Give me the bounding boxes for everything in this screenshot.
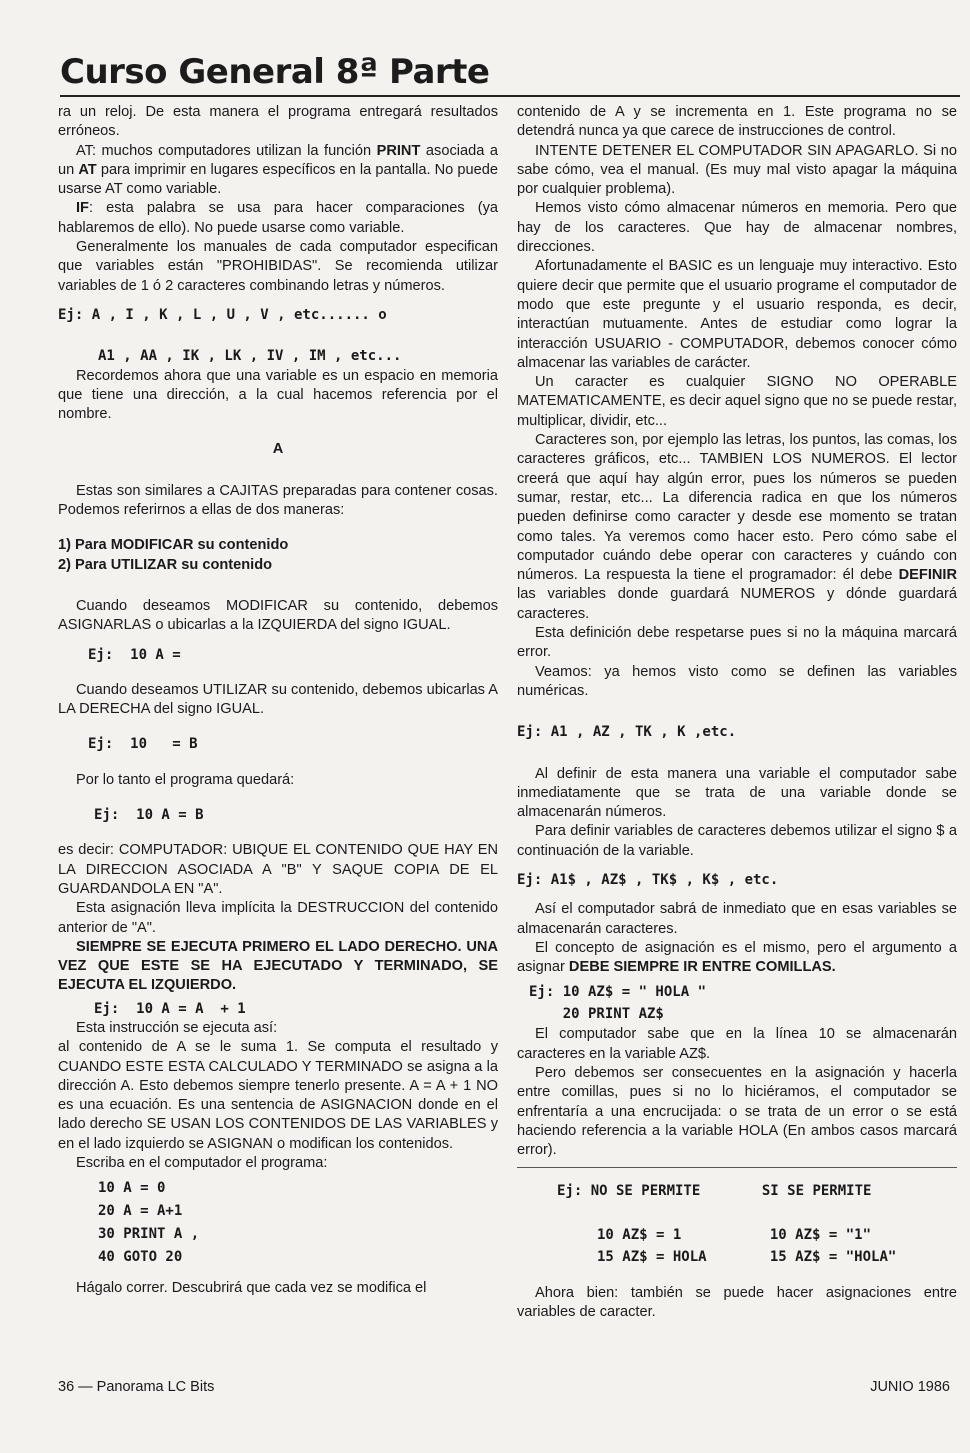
comparison-heading: Ej: NO SE PERMITE [557,1182,701,1199]
paragraph: Esta definición debe respetarse pues si no la máquina marcará error. [517,625,957,661]
section-heading: A [272,441,284,458]
footer-page-number: 36 — Panorama LC Bits [58,1379,215,1395]
paragraph: Pero debemos ser consecuentes en la asignación y hacerla entre comillas, pues si no lo hiciéramos, el computador se enfrentaría a una encrucijada: o se trata de un error o se está haciendo referencia a la variable HOLA (En ambos casos marcará error). [517,1065,957,1159]
list-item: 2) Para UTILIZAR su contenido [58,556,273,573]
right-column [517,103,957,1322]
paragraph: ra un reloj. De esta manera el programa entregará resultados erróneos. [58,104,498,140]
left-column [58,103,498,1299]
paragraph: Cuando deseamos MODIFICAR su contenido, debemos ASIGNARLAS o ubicarlas a la IZQUIERDA del signo IGUAL. [58,597,498,634]
code-example: A1 , AA , IK , LK , IV , IM , etc... [98,348,402,365]
comparison-allowed [762,1180,957,1268]
paragraph: Esta asignación lleva implícita la DESTRUCCION del contenido anterior de "A". [58,900,498,936]
paragraph: Esta instrucción se ejecuta así: [76,1019,278,1036]
paragraph: Un caracter es cualquier SIGNO NO OPERABLE MATEMATICAMENTE, es decir aquel signo que no se puede restar, multiplicar, dividir, etc... [517,374,957,429]
code-example: Ej: A , I , K , L , U , V , etc...... o [58,306,387,323]
comparison-table [517,1180,957,1268]
paragraph-at: AT: muchos computadores utilizan la función PRINT asociada a un AT para imprimir en lugares específicos en la pantalla. No puede usarse AT como variable. [58,142,498,198]
divider [517,1167,957,1168]
emphasis-paragraph: SIEMPRE SE EJECUTA PRIMERO EL LADO DERECHO. UNA VEZ QUE ESTE SE HA EJECUTADO Y TERMINADO, SE EJECUTA EL IZQUIERDO. [58,938,498,994]
paragraph: Así el computador sabrá de inmediato que en esas variables se almacenarán caracteres. [517,901,957,937]
paragraph: Al definir de esta manera una variable el computador sabe inmediatamente que se trata de una variable donde se almacenarán números. [517,765,957,821]
paragraph: al contenido de A se le suma 1. Se computa el resultado y CUANDO ESTE ESTA CALCULADO Y TERMINADO se asigna a la dirección A. Esto debemos siempre tenerlo presente. A = A + 1 NO es una ecuación. Es una sentencia de ASIGNACION donde en el lado derecho SE USAN LOS CONTENIDOS DE LAS VARIABLES y en el lado izquierdo se ASIGNAN o modifican los contenidos. [58,1039,498,1152]
paragraph: Generalmente los manuales de cada computador especifican que variables están "PROHIBIDAS". Se recomienda utilizar variables de 1 ó 2 caracteres combinando letras y números. [58,239,498,294]
program-line: 30 PRINT A , [98,1226,200,1243]
code-example: Ej: 10 A = A + 1 [94,1000,246,1017]
code-example: Ej: 10 AZ$ = " HOLA " [529,984,707,1001]
code-example: Ej: A1 , AZ , TK , K ,etc. [517,724,737,741]
comparison-line: 15 AZ$ = "HOLA" [769,1248,897,1265]
paragraph: Estas son similares a CAJITAS preparadas para contener cosas. Podemos referirnos a ellas de dos maneras: [58,482,498,519]
code-example: Ej: A1$ , AZ$ , TK$ , K$ , etc. [517,871,779,888]
paragraph: El computador sabe que en la línea 10 se almacenarán caracteres en la variable AZ$. [517,1026,957,1062]
paragraph: Por lo tanto el programa quedará: [76,771,295,788]
code-example: Ej: 10 A = [88,646,181,663]
program-listing [58,1177,498,1269]
code-example: Ej: 10 = B [88,736,198,753]
list-item: 1) Para MODIFICAR su contenido [58,537,289,554]
page-title: Curso General 8ª Parte [60,52,490,92]
paragraph: Veamos: ya hemos visto como se definen las variables numéricas. [517,663,957,699]
title-rule [60,95,960,97]
paragraph: Cuando deseamos UTILIZAR su contenido, debemos ubicarlas A LA DERECHA del signo IGUAL. [58,681,498,718]
paragraph: Recordemos ahora que una variable es un espacio en memoria que tiene una dirección, a la cual hacemos referencia por el nombre. [58,367,498,423]
paragraph: es decir: COMPUTADOR: UBIQUE EL CONTENIDO QUE HAY EN LA DIRECCION ASOCIADA A "B" Y SAQUE COPIA DE EL GUARDANDOLA EN "A". [58,842,498,897]
paragraph: INTENTE DETENER EL COMPUTADOR SIN APAGARLO. Si no sabe cómo, vea el manual. (Es muy mal visto apagar la máquina por cualquier problema). [517,142,957,198]
paragraph: Escriba en el computador el programa: [76,1155,328,1172]
paragraph: Afortunadamente el BASIC es un lenguaje muy interactivo. Esto quiere decir que permite que el usuario programe el computador de modo que este pregunte y el usuario responda, es decir, interactúan mutuamente. Antes de estudiar como lograr la interacción USUARIO - COMPUTADOR, debemos conocer cómo almacenar las variables de carácter. [517,258,957,371]
paragraph-definir: Caracteres son, por ejemplo las letras, los puntos, las comas, los caracteres gráficos, etc... TAMBIEN LOS NUMEROS. El lector creerá que aquí hay algún error, pues los números se pueden sumar, restar, etc... La diferencia radica en que los números pueden definirse como caracter y desde ese momento se tratan como tales. Ya veremos como hacer esto. Pero cómo sabe el computador cuándo debe operar con caracteres y cuándo con números. La respuesta la tiene el programador: él debe DEFINIR las variables donde guardará NUMEROS y dónde guardará caracteres. [517,432,957,622]
code-example: 20 PRINT AZ$ [529,1006,664,1023]
paragraph: Ahora bien: también se puede hacer asignaciones entre variables de caracter. [517,1284,957,1320]
paragraph: Para definir variables de caracteres debemos utilizar el signo $ a continuación de la variable. [517,823,957,859]
program-line: 10 A = 0 [98,1180,166,1197]
comparison-not-allowed [517,1180,762,1268]
paragraph-if: IF: esta palabra se usa para hacer comparaciones (ya hablaremos de ello). No puede usarse como variable. [58,200,498,236]
comparison-line: 10 AZ$ = 1 [597,1226,682,1243]
paragraph: contenido de A y se incrementa en 1. Este programa no se detendrá nunca ya que carece de instrucciones de control. [517,104,957,140]
code-example: Ej: 10 A = B [94,807,204,824]
comparison-heading: SI SE PERMITE [761,1182,872,1199]
paragraph-comillas: El concepto de asignación es el mismo, pero el argumento a asignar DEBE SIEMPRE IR ENTRE COMILLAS. [517,939,957,976]
program-line: 20 A = A+1 [98,1203,183,1220]
comparison-line: 10 AZ$ = "1" [769,1226,872,1243]
paragraph: Hemos visto cómo almacenar números en memoria. Pero que hay de los caracteres. Que hay de almacenar nombres, direcciones. [517,200,957,256]
comparison-line: 15 AZ$ = HOLA [597,1248,707,1265]
paragraph: Hágalo correr. Descubrirá que cada vez se modifica el [76,1280,427,1297]
program-line: 40 GOTO 20 [98,1249,183,1266]
footer-date: JUNIO 1986 [870,1379,950,1395]
